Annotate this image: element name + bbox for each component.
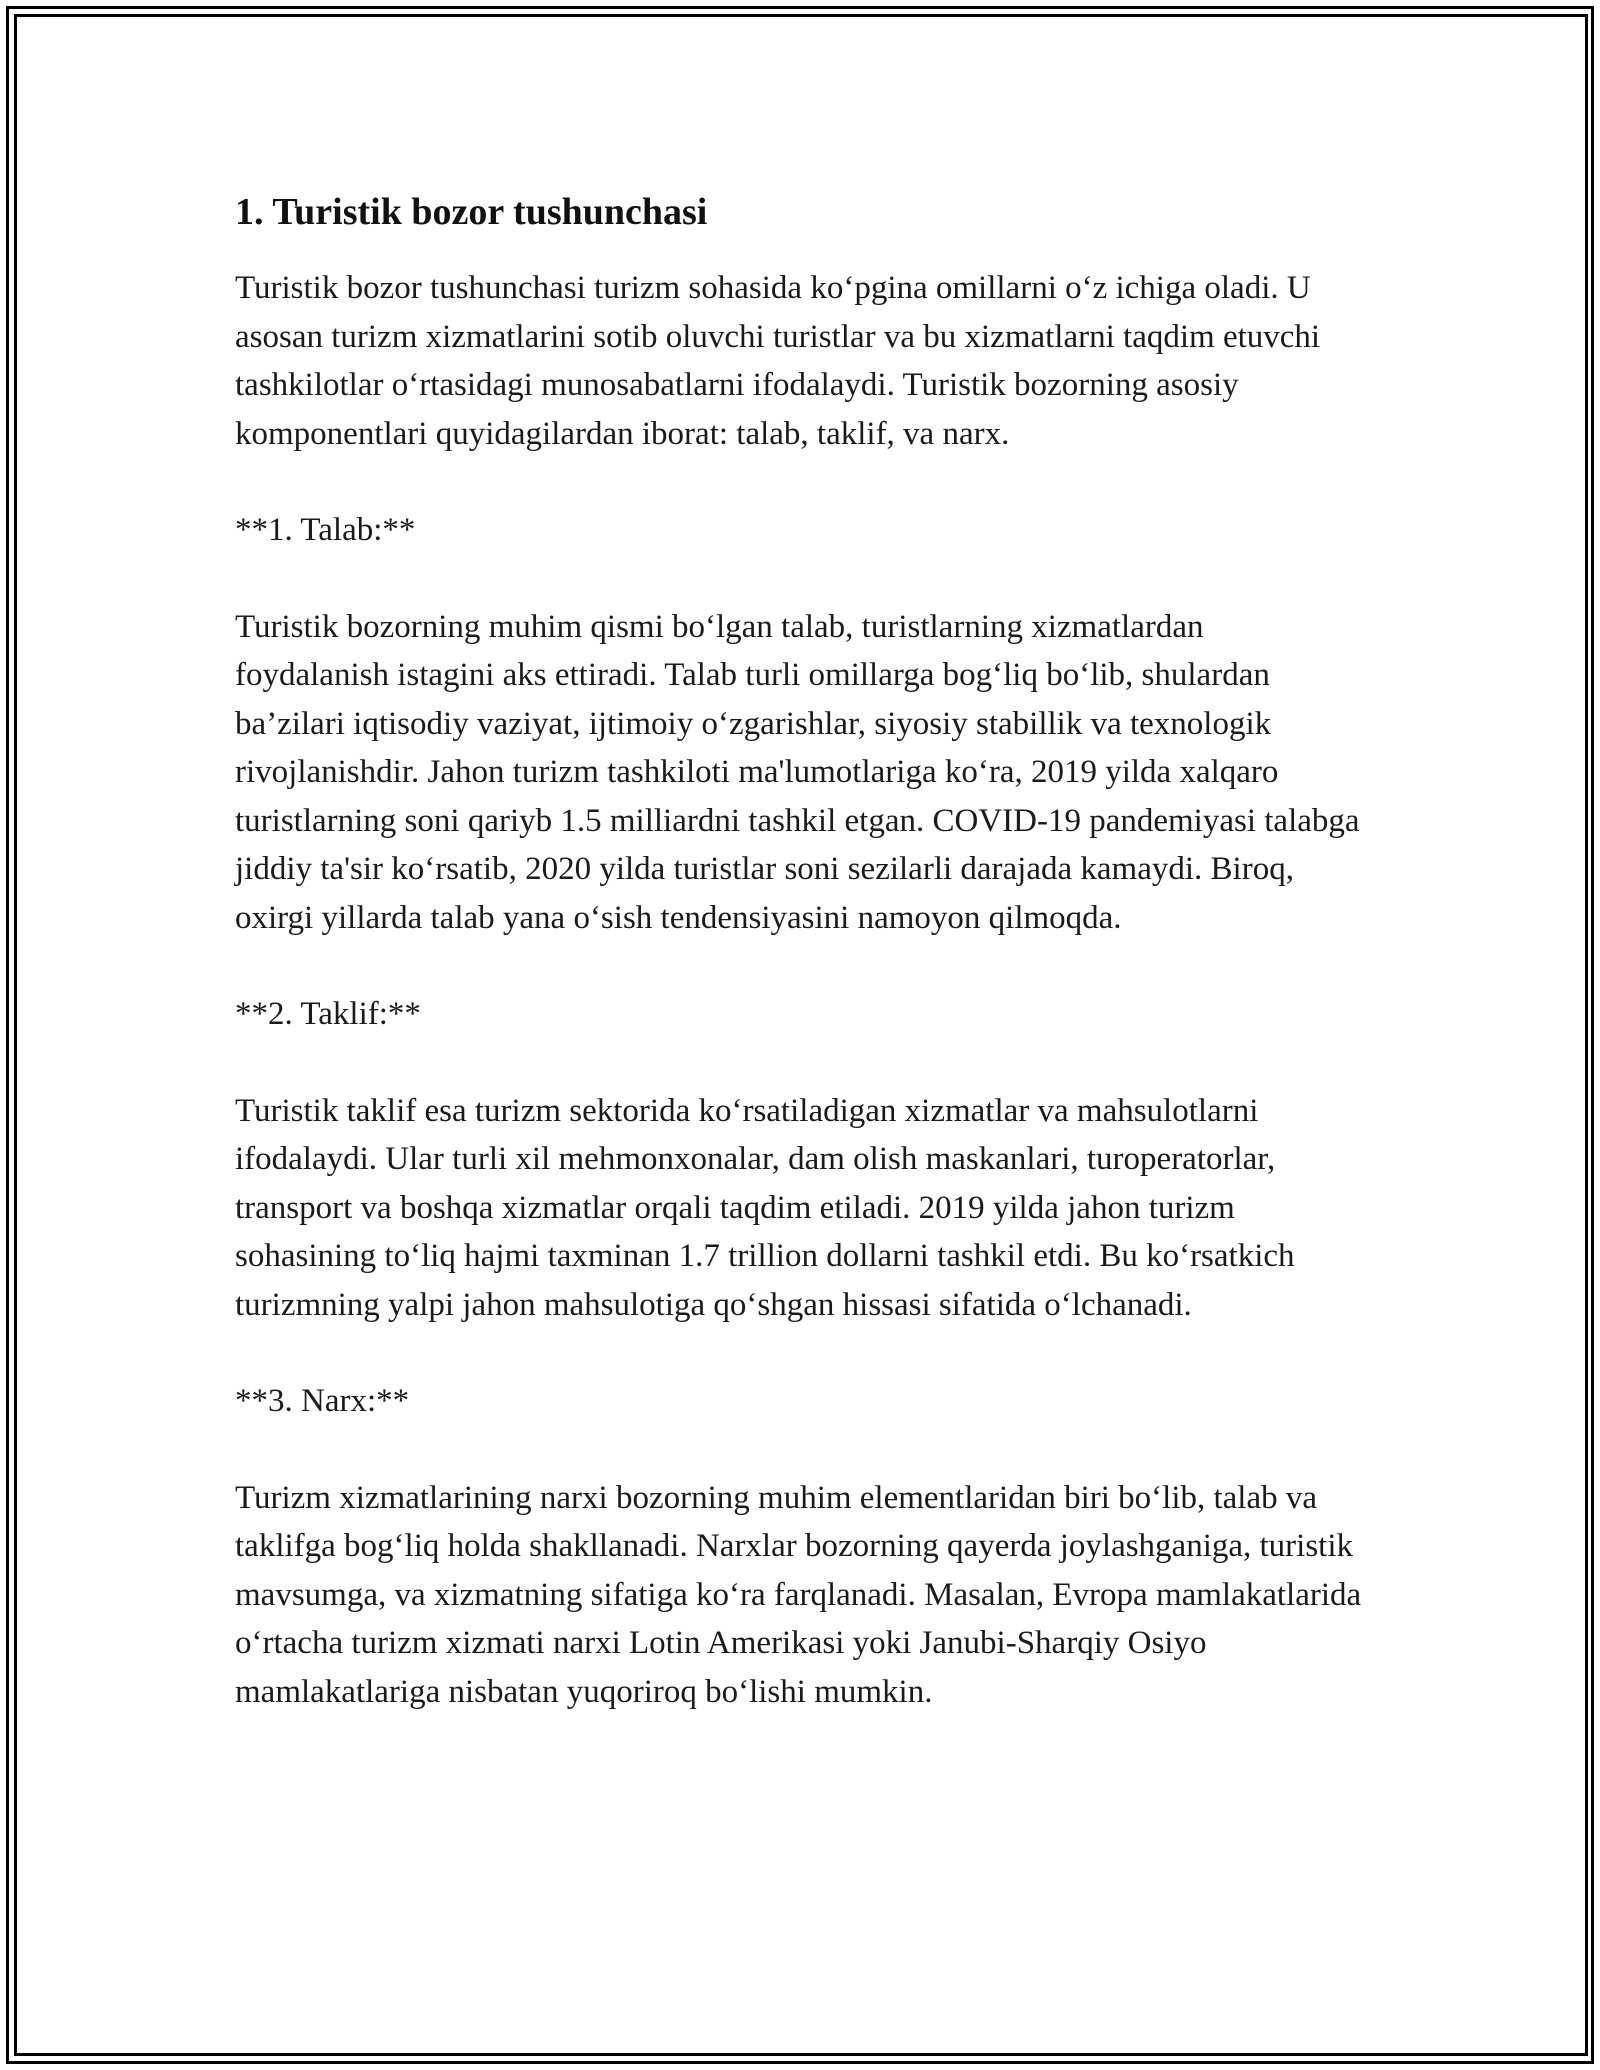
narx-heading: **3. Narx:** — [235, 1383, 410, 1419]
talab-paragraph: Turistik bozorning muhim qismi bo‘lgan talab, turistlarning xizmatlardan foydalanish istagini aks ettiradi. Talab turli omillarga bog‘liq bo‘lib, shulardan ba’zilari iqtisodiy vaziyat, ijtimoiy o‘zgarishlar, siyosiy stabillik va texnologik rivojlanishdir. Jahon turizm tashkiloti ma'lumotlariga ko‘ra, 2019 yilda xalqaro turistlarning soni qariyb 1.5 milliardni tashkil etgan. COVID-19 pandemiyasi talabga jiddiy ta'sir ko‘rsatib, 2020 yilda turistlar soni sezilarli darajada kamaydi. Biroq, oxirgi yillarda talab yana o‘sish tendensiyasini namoyon qilmoqda. — [235, 608, 1360, 936]
taklif-paragraph: Turistik taklif esa turizm sektorida ko‘rsatiladigan xizmatlar va mahsulotlarni ifodalaydi. Ular turli xil mehmonxonalar, dam olish maskanlari, turoperatorlar, transport va boshqa xizmatlar orqali taqdim etiladi. 2019 yilda jahon turizm sohasining to‘liq hajmi taxminan 1.7 trillion dollarni tashkil etdi. Bu ko‘rsatkich turizmning yalpi jahon mahsulotiga qo‘shgan hissasi sifatida o‘lchanadi. — [235, 1092, 1295, 1323]
document-title: 1. Turistik bozor tushunchasi — [235, 191, 708, 233]
talab-heading: **1. Talab:** — [235, 512, 416, 548]
intro-paragraph: Turistik bozor tushunchasi turizm sohasida ko‘pgina omillarni o‘z ichiga oladi. U asosan turizm xizmatlarini sotib oluvchi turistlar va bu xizmatlarni taqdim etuvchi tashkilotlar o‘rtasidagi munosabatlarni ifodalaydi. Turistik bozorning asosiy komponentlari quyidagilardan iborat: talab, taklif, va narx. — [235, 270, 1321, 452]
document-body — [235, 188, 1365, 1764]
taklif-heading: **2. Taklif:** — [235, 996, 421, 1032]
narx-paragraph: Turizm xizmatlarining narxi bozorning muhim elementlaridan biri bo‘lib, talab va taklifga bog‘liq holda shakllanadi. Narxlar bozorning qayerda joylashganiga, turistik mavsumga, va xizmatning sifatiga ko‘ra farqlanadi. Masalan, Evropa mamlakatlarida o‘rtacha turizm xizmati narxi Lotin Amerikasi yoki Janubi-Sharqiy Osiyo mamlakatlariga nisbatan yuqoriroq bo‘lishi mumkin. — [235, 1479, 1362, 1710]
